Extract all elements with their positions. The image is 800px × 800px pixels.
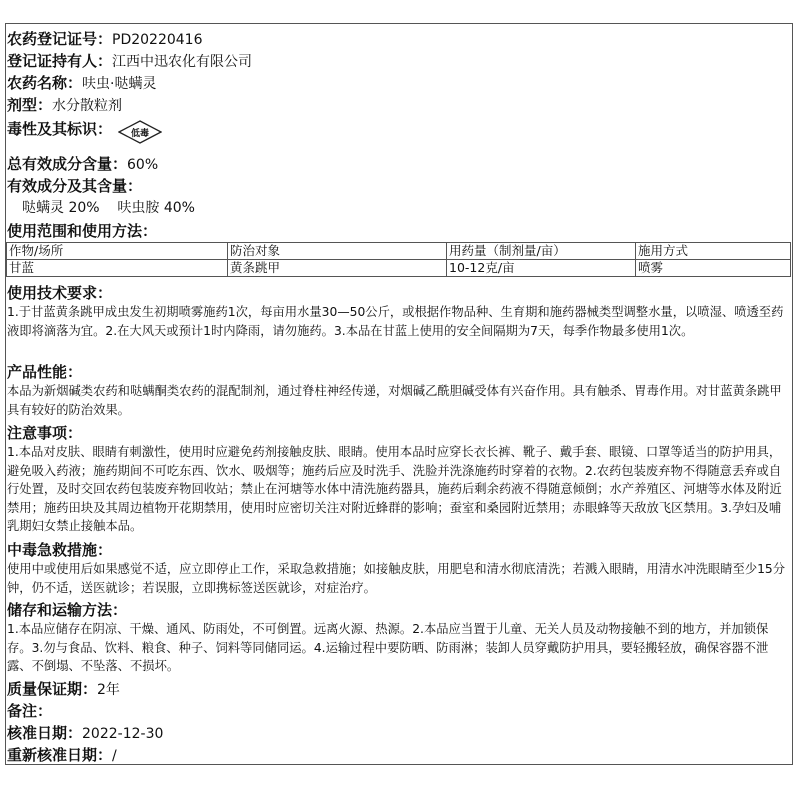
name-value: 呋虫·哒螨灵 bbox=[82, 76, 157, 92]
shelf-life-label: 质量保证期： bbox=[7, 680, 98, 698]
first-aid-text: 使用中或使用后如果感觉不适，应立即停止工作，采取急救措施；如接触皮肤，用肥皂和清水彻底清洗；若溅入眼睛，用清水冲洗眼睛至少15分钟，仍不适，送医就诊；若误服，立即携标签送医就诊，对症治疗。 bbox=[7, 562, 786, 595]
shelf-life-row bbox=[7, 680, 120, 699]
usage-title: 使用范围和使用方法： bbox=[7, 222, 158, 240]
ingredients-value: 哒螨灵 20% 呋虫胺 40% bbox=[22, 200, 195, 216]
ingredients-items bbox=[22, 199, 195, 217]
performance-title: 产品性能： bbox=[7, 363, 83, 381]
formulation-row bbox=[7, 96, 122, 115]
header-dosage: 用药量（制剂量/亩） bbox=[447, 243, 636, 260]
holder-row bbox=[7, 52, 252, 71]
total-content-value: 60% bbox=[127, 157, 159, 173]
cell-crop: 甘蓝 bbox=[7, 260, 228, 277]
approval-date-row bbox=[7, 724, 163, 743]
storage-title: 储存和运输方法： bbox=[7, 601, 128, 619]
total-content-row bbox=[7, 155, 158, 174]
holder-value: 江西中迅农化有限公司 bbox=[112, 54, 253, 70]
holder-label: 登记证持有人： bbox=[7, 52, 113, 70]
cell-method: 喷雾 bbox=[636, 260, 791, 277]
reapproval-date-row bbox=[7, 746, 117, 765]
usage-table bbox=[6, 242, 791, 277]
remarks-label: 备注： bbox=[7, 702, 53, 720]
storage-text: 1.本品应储存在阴凉、干燥、通风、防雨处，不可倒置。远离火源、热源。2.本品应当置于儿童、无关人员及动物接触不到的地方，并加锁保存。3.勿与食品、饮料、粮食、种子、饲料等同储同运。4.运输过程中要防晒、防雨淋；装卸人员穿戴防护用具，要轻搬轻放，确保容器不泄露、不倒塌、不坠落、不损坏。 bbox=[7, 622, 769, 673]
cell-target: 黄条跳甲 bbox=[228, 260, 447, 277]
name-row bbox=[7, 74, 156, 93]
remarks-row bbox=[7, 702, 52, 721]
technique-title: 使用技术要求： bbox=[7, 284, 113, 302]
usage-header-row bbox=[7, 243, 791, 260]
registration-value: PD20220416 bbox=[112, 32, 203, 48]
registration-label: 农药登记证号： bbox=[7, 30, 113, 48]
approval-date-label: 核准日期： bbox=[7, 724, 83, 742]
table-row bbox=[7, 260, 791, 277]
registration-row bbox=[7, 30, 203, 49]
header-method: 施用方式 bbox=[636, 243, 791, 260]
ingredients-row bbox=[7, 177, 142, 196]
approval-date-value: 2022-12-30 bbox=[82, 726, 164, 742]
low-toxicity-badge-icon bbox=[118, 120, 162, 144]
toxicity-label: 毒性及其标识： bbox=[7, 120, 113, 138]
performance-text: 本品为新烟碱类农药和哒螨酮类农药的混配制剂，通过脊柱神经传递，对烟碱乙酰胆碱受体有兴奋作用。具有触杀、胃毒作用。对甘蓝黄条跳甲具有较好的防治效果。 bbox=[7, 384, 782, 417]
precautions-title: 注意事项： bbox=[7, 424, 83, 442]
precautions-text: 1.本品对皮肤、眼睛有刺激性，使用时应避免药剂接触皮肤、眼睛。使用本品时应穿长衣长裤、靴子、戴手套、眼镜、口罩等适当的防护用具，避免吸入药液；施药期间不可吃东西、饮水、吸烟等；施药后应及时洗手、洗脸并洗涤施药时穿着的衣物。2.农药包装废弃物不得随意丢弃或自行处置，及时交回农药包装废弃物回收站；禁止在河塘等水体中清洗施药器具，施药后剩余药液不得随意倾倒；水产养殖区、河塘等水体及附近禁用；施药田块及其周边植物开花期禁用，使用时应密切关注对附近蜂群的影响；蚕室和桑园附近禁用；赤眼蜂等天敌放飞区禁用。3.孕妇及哺乳期妇女禁止接触本品。 bbox=[7, 445, 782, 533]
toxicity-badge-text: 低毒 bbox=[130, 129, 150, 139]
reapproval-date-label: 重新核准日期： bbox=[7, 746, 113, 764]
total-content-label: 总有效成分含量： bbox=[7, 155, 128, 173]
toxicity-row bbox=[7, 120, 112, 139]
formulation-label: 剂型： bbox=[7, 96, 53, 114]
header-target: 防治对象 bbox=[228, 243, 447, 260]
cell-dosage: 10-12克/亩 bbox=[447, 260, 636, 277]
formulation-value: 水分散粒剂 bbox=[52, 98, 123, 114]
first-aid-title: 中毒急救措施： bbox=[7, 541, 113, 559]
ingredients-label: 有效成分及其含量： bbox=[7, 177, 143, 195]
technique-text: 1.于甘蓝黄条跳甲成虫发生初期喷雾施药1次，每亩用水量30—50公斤，或根据作物品种、生育期和施药器械类型调整水量，以喷湿、喷透至药液即将滴落为宜。2.在大风天或预计1时内降雨，请勿施药。3.本品在甘蓝上使用的安全间隔期为7天，每季作物最多使用1次。 bbox=[7, 305, 784, 338]
name-label: 农药名称： bbox=[7, 74, 83, 92]
shelf-life-value: 2年 bbox=[97, 682, 120, 698]
reapproval-date-value: / bbox=[112, 748, 117, 764]
header-crop: 作物/场所 bbox=[7, 243, 228, 260]
